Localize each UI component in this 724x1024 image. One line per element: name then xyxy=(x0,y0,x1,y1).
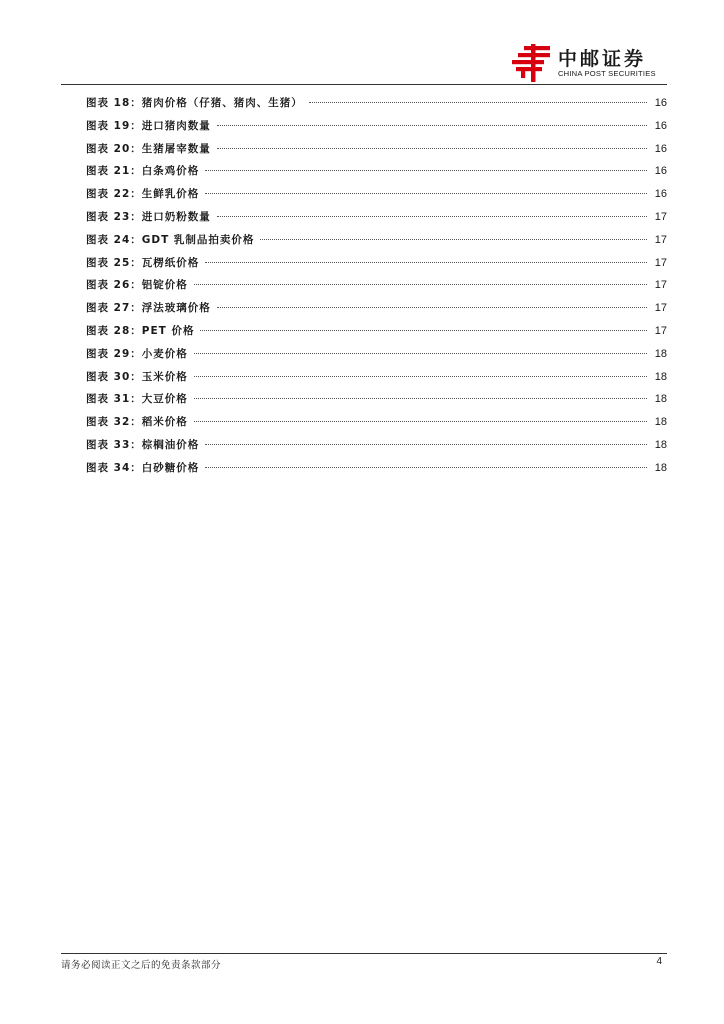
toc-entry-page[interactable]: 18 xyxy=(654,438,667,451)
toc-entry-title[interactable]: 图表 22：生鲜乳价格 xyxy=(86,188,200,201)
toc-entry-page[interactable]: 18 xyxy=(654,416,667,429)
toc-entry-page[interactable]: 17 xyxy=(654,302,667,315)
toc-entry[interactable] xyxy=(86,366,667,389)
toc-entry-title[interactable]: 图表 25：瓦楞纸价格 xyxy=(86,256,200,269)
toc-entry[interactable] xyxy=(86,229,667,252)
toc-entry[interactable] xyxy=(86,183,667,206)
toc-entry-title[interactable]: 图表 30：玉米价格 xyxy=(86,370,188,383)
toc-entry[interactable] xyxy=(86,388,667,411)
toc-dot-leader xyxy=(309,102,647,103)
toc-entry-page[interactable]: 17 xyxy=(654,256,667,269)
toc-entry-page[interactable]: 17 xyxy=(654,324,667,337)
toc-entry-title[interactable]: 图表 27：浮法玻璃价格 xyxy=(86,302,211,315)
toc-entry-title[interactable]: 图表 26：铝锭价格 xyxy=(86,279,188,292)
toc-entry[interactable] xyxy=(86,138,667,161)
toc-dot-leader xyxy=(194,353,647,354)
toc-dot-leader xyxy=(260,239,647,240)
toc-entry[interactable] xyxy=(86,434,667,457)
toc-entry-page[interactable]: 16 xyxy=(654,165,667,178)
toc-entry-title[interactable]: 图表 34：白砂糖价格 xyxy=(86,461,200,474)
toc-entry-page[interactable]: 18 xyxy=(654,347,667,360)
toc-entry-page[interactable]: 18 xyxy=(654,461,667,474)
toc-dot-leader xyxy=(194,376,647,377)
toc-entry[interactable] xyxy=(86,206,667,229)
toc-entry-title[interactable]: 图表 21：白条鸡价格 xyxy=(86,165,200,178)
toc-dot-leader xyxy=(205,170,647,171)
toc-entry-title[interactable]: 图表 24：GDT 乳制品拍卖价格 xyxy=(86,233,255,246)
toc-dot-leader xyxy=(205,262,647,263)
toc-entry-title[interactable]: 图表 29：小麦价格 xyxy=(86,347,188,360)
toc-entry-title[interactable]: 图表 23：进口奶粉数量 xyxy=(86,210,211,223)
brand-name-cn: 中邮证券 xyxy=(558,48,647,70)
toc-entry-title[interactable]: 图表 32：稻米价格 xyxy=(86,416,188,429)
toc-entry[interactable] xyxy=(86,115,667,138)
brand-logo xyxy=(512,44,672,84)
disclaimer-note: 请务必阅读正文之后的免责条款部分 xyxy=(61,960,222,971)
toc-entry-title[interactable]: 图表 18：猪肉价格（仔猪、猪肉、生猪） xyxy=(86,97,303,109)
toc-entry[interactable] xyxy=(86,160,667,183)
toc-dot-leader xyxy=(200,330,647,331)
toc-entry-page[interactable]: 17 xyxy=(654,279,667,292)
toc-entry-title[interactable]: 图表 31：大豆价格 xyxy=(86,393,188,406)
toc-dot-leader xyxy=(217,216,647,217)
toc-entry[interactable] xyxy=(86,320,667,343)
toc-entry[interactable] xyxy=(86,92,667,115)
toc-entry-page[interactable]: 16 xyxy=(654,119,667,132)
toc-entry[interactable] xyxy=(86,252,667,275)
toc-entry-title[interactable]: 图表 33：棕榈油价格 xyxy=(86,438,200,451)
toc-dot-leader xyxy=(217,307,647,308)
china-post-logo-icon xyxy=(512,44,552,82)
toc-entry-page[interactable]: 17 xyxy=(654,210,667,223)
page-header xyxy=(0,0,724,86)
toc-entry[interactable] xyxy=(86,343,667,366)
toc-dot-leader xyxy=(217,148,647,149)
toc-entry-title[interactable]: 图表 19：进口猪肉数量 xyxy=(86,119,211,132)
toc-entry[interactable] xyxy=(86,411,667,434)
toc-dot-leader xyxy=(205,193,647,194)
toc-entry-page[interactable]: 18 xyxy=(654,370,667,383)
figure-list xyxy=(86,92,667,480)
toc-entry-title[interactable]: 图表 28：PET 价格 xyxy=(86,324,195,337)
header-divider xyxy=(61,84,667,85)
toc-dot-leader xyxy=(217,125,647,126)
toc-entry[interactable] xyxy=(86,274,667,297)
toc-dot-leader xyxy=(194,284,647,285)
toc-entry-page[interactable]: 18 xyxy=(654,393,667,406)
toc-dot-leader xyxy=(205,467,647,468)
toc-entry-page[interactable]: 17 xyxy=(654,233,667,246)
toc-dot-leader xyxy=(194,398,647,399)
page-number: 4 xyxy=(656,956,662,967)
brand-name-en: CHINA POST SECURITIES xyxy=(558,69,656,78)
toc-entry[interactable] xyxy=(86,457,667,480)
toc-entry[interactable] xyxy=(86,297,667,320)
toc-dot-leader xyxy=(194,421,647,422)
toc-entry-page[interactable]: 16 xyxy=(654,142,667,155)
toc-dot-leader xyxy=(205,444,647,445)
toc-entry-title[interactable]: 图表 20：生猪屠宰数量 xyxy=(86,142,211,155)
footer-divider xyxy=(61,953,667,954)
toc-entry-page[interactable]: 16 xyxy=(654,188,667,201)
toc-entry-page[interactable]: 16 xyxy=(654,97,667,109)
